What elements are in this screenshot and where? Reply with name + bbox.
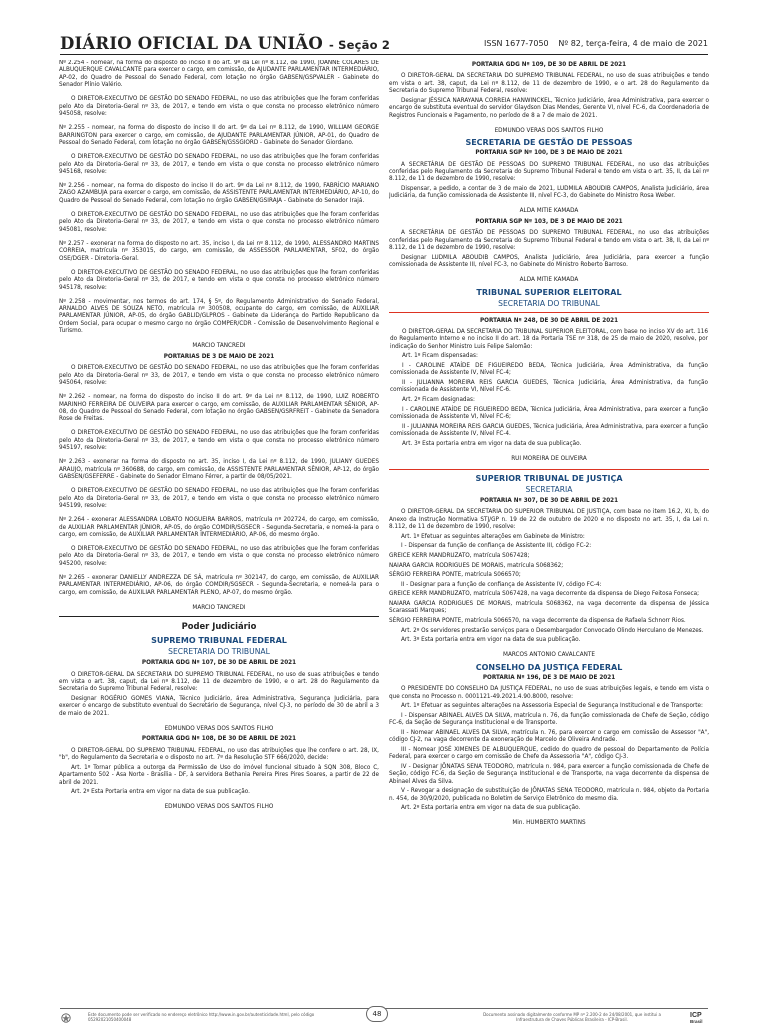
paragraph: I - Dispensar ABINAEL ALVES DA SILVA, matrícula n. 76, da função comissionada de Chefe de Seção, código FC-6, da Seção de Segurança Institucional e de Transporte.: [389, 712, 709, 727]
ordinance-heading: PORTARIA Nº 307, DE 30 DE ABRIL DE 2021: [479, 498, 619, 505]
coat-of-arms-icon: [60, 1013, 72, 1024]
organization-heading: SECRETARIA DE GESTÃO DE PESSOAS: [465, 138, 633, 148]
paragraph: I - Dispensar da função de confiança de Assistente III, código FC-2:: [401, 543, 592, 550]
paragraph: Designar LUDMILA ABOUDIB CAMPOS, Analista Judiciário, área Judiciária, para exercer a função comissionada de Assistente III, nível FC-3, no Gabinete do Ministro Roberto Barroso.: [389, 254, 709, 269]
signature: EDMUNDO VERAS DOS SANTOS FILHO: [494, 127, 604, 134]
paragraph: O DIRETOR-EXECUTIVO DE GESTÃO DO SENADO FEDERAL, no uso das atribuições que lhe foram conferidas pelo Ato da Diretoria-Geral nº 33, de 2017, e tendo em vista o que consta no processo eletrônico número 945168, resolve:: [59, 154, 379, 175]
paragraph: Designar ROGÉRIO GOMES VIANA, Técnico Judiciário, área Administrativa, Segurança Judiciária, para exercer o encargo de substituto eventual do Secretário de Segurança, nível CJ-3, no período de 30 de abril a 3 de maio de 2021.: [59, 696, 379, 717]
signature: EDMUNDO VERAS DOS SANTOS FILHO: [164, 725, 274, 732]
paragraph: O DIRETOR-GERAL DA SECRETARIA DO TRIBUNAL SUPERIOR ELEITORAL, com base no inciso XV do art. 116 do Regulamento Interno e no inciso II do art. 18 da Portaria TSE nº 318, de 25 de maio de 2020, resolve, por indicação do Senhor Ministro Luis Felipe Salomão:: [390, 328, 708, 350]
paragraph: Art. 3º Esta portaria entra em vigor na data de sua publicação.: [402, 440, 582, 447]
signature: MARCOS ANTONIO CAVALCANTE: [503, 652, 595, 659]
paragraph: Nº 2.256 - nomear, na forma do disposto do inciso II do art. 9º da Lei nº 8.112, de 1990, FABRÍCIO MARIANO ZAGO AZAMBUJA para exercer o cargo, em comissão, de ASSISTENTE PARLAMENTAR INTERMEDIÁRIO, AP-10, do Quadro de Pessoal do Senado Federal, com lotação no órgão GABSEN/GSIRAJA - Gabinete do Senador Irajá.: [59, 183, 379, 204]
paragraph: O DIRETOR-EXECUTIVO DE GESTÃO DO SENADO FEDERAL, no uso das atribuições que lhe foram conferidas pelo Ato da Diretoria-Geral nº 33, de 2017, e tendo em vista o que consta no processo eletrônico número 945178, resolve:: [59, 269, 379, 291]
paragraph: Art. 1º Ficam dispensadas:: [402, 353, 478, 360]
signature: RUI MOREIRA DE OLIVEIRA: [511, 455, 587, 462]
paragraph: O DIRETOR-EXECUTIVO DE GESTÃO DO SENADO FEDERAL, no uso das atribuições que lhe foram conferidas pelo Ato da Diretoria-Geral nº 33, de 2017, e tendo em vista o que consta no processo eletrônico número 945199, resolve:: [59, 488, 379, 510]
paragraph: II - JULIANNA MOREIRA REIS GARCIA GUEDES, Técnica Judiciária, Área Administrativa, da função comissionada de Assistente VI, Nível FC-6.: [390, 379, 708, 394]
paragraph: V - Revogar a designação de substituição de JÔNATAS SENA TEODORO, matrícula n. 984, objeto da Portaria n. 454, de 30/9/2020, publicada no Boletim de Serviço Eletrônico do mesmo dia.: [389, 788, 709, 802]
paragraph: SÉRGIO FERREIRA PONTE, matrícula S066570, na vaga decorrente da dispensa de Rafaela Schnorr Rios.: [389, 618, 686, 625]
paragraph: Nº 2.258 - movimentar, nos termos do art. 174, § 5º, do Regulamento Administrativo do Senado Federal, ARNALDO ALVES DE SOUZA NETO, matrícula nº 300508, ocupante do cargo, em comissão, de AUXILIAR PARLAMENTAR JÚNIOR, AP-05, do órgão GABLID/GLPROS - Gabinete da Liderança do Partido Republicano da Ordem Social, para ocupar o mesmo cargo no órgão COMPER/CDR - Comissão de Desenvolvimento Regional e Turismo.: [59, 298, 379, 335]
paragraph: O DIRETOR-EXECUTIVO DE GESTÃO DO SENADO FEDERAL, no uso das atribuições que lhe foram conferidas pelo Ato da Diretoria-Geral nº 33, de 2017, e tendo em vista o que consta no processo eletrônico número 945058, resolve:: [59, 96, 379, 118]
journal-section: - Seção 2: [328, 38, 391, 52]
page-number: 48: [366, 1006, 388, 1022]
paragraph: Nº 2.262 - nomear, na forma do disposto do inciso II do art. 9º da Lei nº 8.112, de 1990, LUIZ ROBERTO MARINHO FERREIRA DE OLIVEIRA para exercer o cargo, em comissão, de AUXILIAR PARLAMENTAR SÊNIOR, AP-08, do Quadro de Pessoal do Senado Federal, com lotação no órgão GABSEN/GSRFREIT - Gabinete da Senadora Rose de Freitas.: [59, 394, 379, 423]
signature: MARCIO TANCREDI: [192, 343, 246, 350]
paragraph: Dispensar, a pedido, a contar de 3 de maio de 2021, LUDMILA ABOUDIB CAMPOS, Analista Judiciário, área Judiciária, da função comissionada de Assistente III, nível FC-3, do Gabinete do Ministro Rosa Weber.: [389, 185, 709, 200]
paragraph: Art. 2º Esta portaria entra em vigor na data de sua publicação.: [401, 805, 581, 812]
paragraph: O DIRETOR-EXECUTIVO DE GESTÃO DO SENADO FEDERAL, no uso das atribuições que lhe foram conferidas pelo Ato da Diretoria-Geral nº 33, de 2017, e tendo em vista o que consta no processo eletrônico número 945081, resolve:: [59, 211, 379, 233]
organization-heading: SUPREMO TRIBUNAL FEDERAL: [151, 636, 287, 646]
ordinance-heading: PORTARIA Nº 248, DE 30 DE ABRIL DE 2021: [479, 317, 619, 324]
organization-heading: CONSELHO DA JUSTIÇA FEDERAL: [475, 662, 623, 672]
paragraph: NAIARA GARCIA RODRIGUES DE MORAIS, matrícula S068362;: [389, 562, 564, 569]
ordinance-heading: PORTARIAS DE 3 DE MAIO DE 2021: [163, 353, 275, 360]
paragraph: Art. 1º Tornar pública a outorga da Permissão de Uso do imóvel funcional situado à SQN 308, Bloco C, Apartamento 502 - Asa Norte - Brasília - DF, à servidora Bethania Pereira Pires Pires Soares, a partir de 22 de abril de 2021.: [59, 764, 379, 786]
paragraph: SÉRGIO FERREIRA PONTE, matrícula S066570;: [389, 572, 521, 579]
paragraph: O PRESIDENTE DO CONSELHO DA JUSTIÇA FEDERAL, no uso de suas atribuições legais, e tendo em vista o que consta no Processo n. 0001121-49.2021.4.90.8000, resolve:: [389, 686, 709, 700]
paragraph: O DIRETOR-EXECUTIVO DE GESTÃO DO SENADO FEDERAL, no uso das atribuições que lhe foram conferidas pelo Ato da Diretoria-Geral nº 33, de 2017, e tendo em vista o que consta no processo eletrônico número 945200, resolve:: [59, 546, 379, 567]
paragraph: II - Designar para a função de confiança de Assistente IV, código FC-4:: [401, 581, 602, 588]
section-heading: Poder Judiciário: [59, 616, 379, 633]
paragraph: Nº 2.255 - nomear, na forma do disposto do inciso II do art. 9º da Lei nº 8.112, de 1990, WILLIAM GEORGE BARRINGTON para exercer o cargo, em comissão, de AJUDANTE PARLAMENTAR JÚNIOR, AP-01, do Quadro de Pessoal do Senado Federal, com lotação no órgão GABSEN/GSSGIORD - Gabinete do Senador Giordano.: [59, 125, 379, 147]
issn: ISSN 1677-7050: [484, 39, 549, 48]
right-column: [389, 60, 709, 1014]
paragraph: Art. 2º Esta Portaria entra em vigor na data de sua publicação.: [71, 789, 250, 796]
organization-heading: TRIBUNAL SUPERIOR ELEITORAL: [476, 287, 622, 297]
ordinance-heading: PORTARIA SGP Nº 100, DE 3 DE MAIO DE 2021: [475, 150, 623, 157]
paragraph: IV - Designar JÔNATAS SENA TEODORO, matrícula n. 984, para exercer a função comissionada de Chefe de Seção, código FC-6, da Seção de Segurança Institucional e de Transporte, na vaga decorrente da dispensa de Abinael Alves da Silva.: [389, 763, 709, 785]
paragraph: Art. 1º Efetuar as seguintes alterações em Gabinete de Ministro:: [401, 533, 585, 540]
svg-text:Brasil: Brasil: [690, 1019, 703, 1024]
header-rule: [60, 54, 708, 55]
paragraph: II - JULIANNA MOREIRA REIS GARCIA GUEDES, Técnica Judiciária, Área Administrativa, para exercer a função comissionada de Assistente IV, Nível FC-4.: [390, 423, 708, 437]
ordinance-heading: PORTARIA GDG Nº 107, DE 30 DE ABRIL DE 2021: [141, 660, 297, 667]
paragraph: Nº 2.254 - nomear, na forma do disposto do inciso II do art. 9º da Lei nº 8.112, de 1990, JOANNE COLARES DE ALBUQUERQUE CAVALCANTE para exercer o cargo, em comissão, de AJUDANTE PARLAMENTAR INTERMEDIÁRIO, AP-02, do Quadro de Pessoal do Senado Federal, com lotação no órgão GABSEN/GSPVALER - Gabinete do Senador Plínio Valério.: [59, 60, 379, 89]
paragraph: GREICE KERR MANDRUZATO, matrícula S067428;: [389, 553, 530, 560]
paragraph: Art. 1º Efetuar as seguintes alterações na Assessoria Especial de Segurança Institucional e de Transporte:: [401, 703, 703, 710]
journal-name: DIÁRIO OFICIAL DA UNIÃO: [60, 34, 324, 53]
paragraph: I - CAROLINE ATAÍDE DE FIGUEIREDO BEDA, Técnica Judiciária, Área Administrativa, da função comissionada de Assistente IV, Nível FC-4;: [390, 362, 708, 377]
paragraph: Nº 2.263 - exonerar na forma do disposto no art. 35, inciso I, da Lei nº 8.112, de 1990, JULIANY GUEDES ARAUJO, matrícula nº 360688, do cargo, em comissão, de ASSISTENTE PARLAMENTAR SÊNIOR, AP-12, do órgão GABSEN/GSEFERRE - Gabinete do Senador Elmano Férrer, a partir de 08/05/2021.: [59, 459, 379, 481]
paragraph: O DIRETOR-GERAL DA SECRETARIA DO SUPREMO TRIBUNAL FEDERAL, no uso de suas atribuições e tendo em vista o art. 38, caput, da Lei nº 8.112, de 11 de dezembro de 1990, e o art. 28 do Regulamento da Secretaria do Supremo Tribunal Federal, resolve:: [59, 671, 379, 693]
paragraph: Designar JÉSSICA NARAYANA CORREIA HANWINCKEL, Técnico Judiciário, área Administrativa, para exercer o encargo de substituta eventual do servidor Glaydson Dias Mendes, Gerente VI, nível FC-6, da Coordenadoria de Registros Funcionais e Pagamento, no período de 8 a 7 de maio de 2021.: [389, 97, 709, 119]
paragraph: Nº 2.264 - exonerar ALESSANDRA LOBATO NOGUEIRA BARROS, matrícula nº 202724, do cargo, em comissão, de AUXILIAR PARLAMENTAR JÚNIOR, AP-05, do órgão COMDIR/SGSECR - Segunda-Secretaria, e nomeá-la para o cargo, em comissão, de AUXILIAR PARLAMENTAR INTERMEDIÁRIO, AP-06, do mesmo órgão.: [59, 517, 379, 538]
paragraph: GREICE KERR MANDRUZATO, matrícula S067428, na vaga decorrente da dispensa de Diego Feitosa Fonseca;: [389, 591, 700, 598]
organization-heading: SUPERIOR TRIBUNAL DE JUSTIÇA: [475, 474, 623, 484]
signature: ALDA MITIE KAMADA: [519, 208, 579, 215]
ordinance-heading: PORTARIA Nº 196, DE 3 DE MAIO DE 2021: [482, 674, 616, 681]
edition-date: Nº 82, terça-feira, 4 de maio de 2021: [558, 39, 708, 48]
highlighted-ordinance-box: [389, 312, 709, 471]
signature-note: Documento assinado digitalmente conforme MP nº 2.200-2 de 24/08/2001, que institui a Infraestrutura de Chaves Públicas Brasileira - ICP-Brasil.: [483, 1012, 661, 1023]
signature: ALDA MITIE KAMADA: [519, 277, 579, 284]
page-footer: [60, 1008, 708, 1025]
suborganization-heading: SECRETARIA: [525, 485, 573, 495]
paragraph: O DIRETOR-EXECUTIVO DE GESTÃO DO SENADO FEDERAL, no uso das atribuições que lhe foram conferidas pelo Ato da Diretoria-Geral nº 33, de 2017, e tendo em vista o que consta no processo eletrônico número 945197, resolve:: [59, 430, 379, 452]
paragraph: O DIRETOR-GERAL DA SECRETARIA DO SUPERIOR TRIBUNAL DE JUSTIÇA, com base no item 16.2, XI, b, do Anexo da Instrução Normativa STJ/GP n. 19 de 22 de outubro de 2020 e no disposto no art. 35, I, da Lei n. 8.112, de 11 de dezembro de 1990, resolve:: [389, 509, 709, 531]
paragraph: Nº 2.265 - exonerar DANIELLY ANDREZZA DE SÁ, matrícula nº 302147, do cargo, em comissão, de AUXILIAR PARLAMENTAR INTERMEDIÁRIO, AP-06, do órgão COMDIR/SGSECR - Segunda-Secretaria, e nomeá-la para o cargo, em comissão, de AUXILIAR PARLAMENTAR PLENO, AP-07, do mesmo órgão.: [59, 574, 379, 596]
paragraph: Art. 3º Esta portaria entra em vigor na data de sua publicação.: [401, 637, 581, 644]
left-column: [59, 60, 379, 1014]
paragraph: O DIRETOR-GERAL DO SUPREMO TRIBUNAL FEDERAL, no uso das atribuições que lhe confere o art. 28, IX, "b", do Regulamento da Secretaria e o disposto no art. 7º da Resolução STF 666/2020, decide:: [59, 747, 379, 762]
paragraph: O DIRETOR-GERAL DA SECRETARIA DO SUPREMO TRIBUNAL FEDERAL, no uso de suas atribuições e tendo em vista o art. 38, caput, da Lei nº 8.112, de 11 de dezembro de 1990, e o art. 28 do Regulamento da Secretaria do Supremo Tribunal Federal, resolve:: [389, 73, 709, 95]
paragraph: Art. 2º Ficam designadas:: [402, 396, 475, 403]
paragraph: A SECRETÁRIA DE GESTÃO DE PESSOAS DO SUPREMO TRIBUNAL FEDERAL, no uso das atribuições conferidas pelo Regulamento da Secretaria do Supremo Tribunal Federal e tendo em vista o art. 35, II, da Lei nº 8.112, de 11 de dezembro de 1990, resolve:: [389, 161, 709, 183]
journal-title: [60, 34, 390, 53]
signature: MARCIO TANCREDI: [192, 604, 246, 611]
verification-note: Este documento pode ser verificado no endereço eletrônico http://www.in.gov.br/autenticidade.html, pelo código 05292021050400048: [88, 1012, 315, 1023]
signature: EDMUNDO VERAS DOS SANTOS FILHO: [164, 804, 274, 811]
ordinance-heading: PORTARIA GDG Nº 109, DE 30 DE ABRIL DE 2021: [471, 62, 627, 68]
ordinance-heading: PORTARIA GDG Nº 108, DE 30 DE ABRIL DE 2021: [141, 736, 297, 743]
ordinance-heading: PORTARIA SGP Nº 103, DE 3 DE MAIO DE 2021: [475, 218, 623, 225]
paragraph: Nº 2.257 - exonerar na forma do disposto no art. 35, inciso I, da Lei nº 8.112, de 1990, ALESSANDRO MARTINS CORREIA, matrícula nº 353015, do cargo, em comissão, de ASSESSOR PARLAMENTAR, SF02, do órgão OSE/DGER - Diretoria-Geral.: [59, 240, 379, 262]
suborganization-heading: SECRETARIA DO TRIBUNAL: [168, 647, 270, 657]
page-header: [60, 34, 708, 56]
icp-brasil-logo-icon: [690, 1010, 708, 1025]
svg-text:ICP: ICP: [690, 1012, 702, 1019]
paragraph: III - Nomear JOSÉ XIMENES DE ALBUQUERQUE, cedido do quadro de pessoal do Departamento de Polícia Federal, para exercer o cargo em comissão de Chefe da Assessoria "A", código CJ-3.: [389, 746, 709, 761]
paragraph: NAIARA GARCIA RODRIGUES DE MORAIS, matrícula S068362, na vaga decorrente da dispensa de Jéssica Scarassati Marques;: [389, 601, 709, 615]
suborganization-heading: SECRETARIA DO TRIBUNAL: [498, 298, 600, 308]
paragraph: II - Nomear ABINAEL ALVES DA SILVA, matrícula n. 76, para exercer o cargo em comissão de Assessor "A", código CJ-2, na vaga decorrente da exoneração de Marcelo de Oliveira Andrade.: [389, 729, 709, 744]
paragraph: O DIRETOR-EXECUTIVO DE GESTÃO DO SENADO FEDERAL, no uso das atribuições que lhe foram conferidas pelo Ato da Diretoria-Geral nº 33, de 2017, e tendo em vista o que consta no processo eletrônico número 945064, resolve:: [59, 365, 379, 386]
paragraph: Art. 2º Os servidores prestarão serviços para o Desembargador Convocado Olindo Herculano de Menezes.: [401, 627, 704, 634]
paragraph: I - CAROLINE ATAÍDE DE FIGUEIREDO BEDA, Técnica Judiciária, Área Administrativa, para exercer a função comissionada de Assistente VI, Nível FC-6;: [390, 406, 708, 420]
signature: Min. HUMBERTO MARTINS: [512, 820, 586, 827]
paragraph: A SECRETÁRIA DE GESTÃO DE PESSOAS DO SUPREMO TRIBUNAL FEDERAL, no uso das atribuições conferidas pelo Regulamento da Secretaria do Supremo Tribunal Federal e tendo em vista o art. 38, II, da Lei nº 8.112, de 11 de dezembro de 1990, resolve:: [389, 230, 709, 252]
